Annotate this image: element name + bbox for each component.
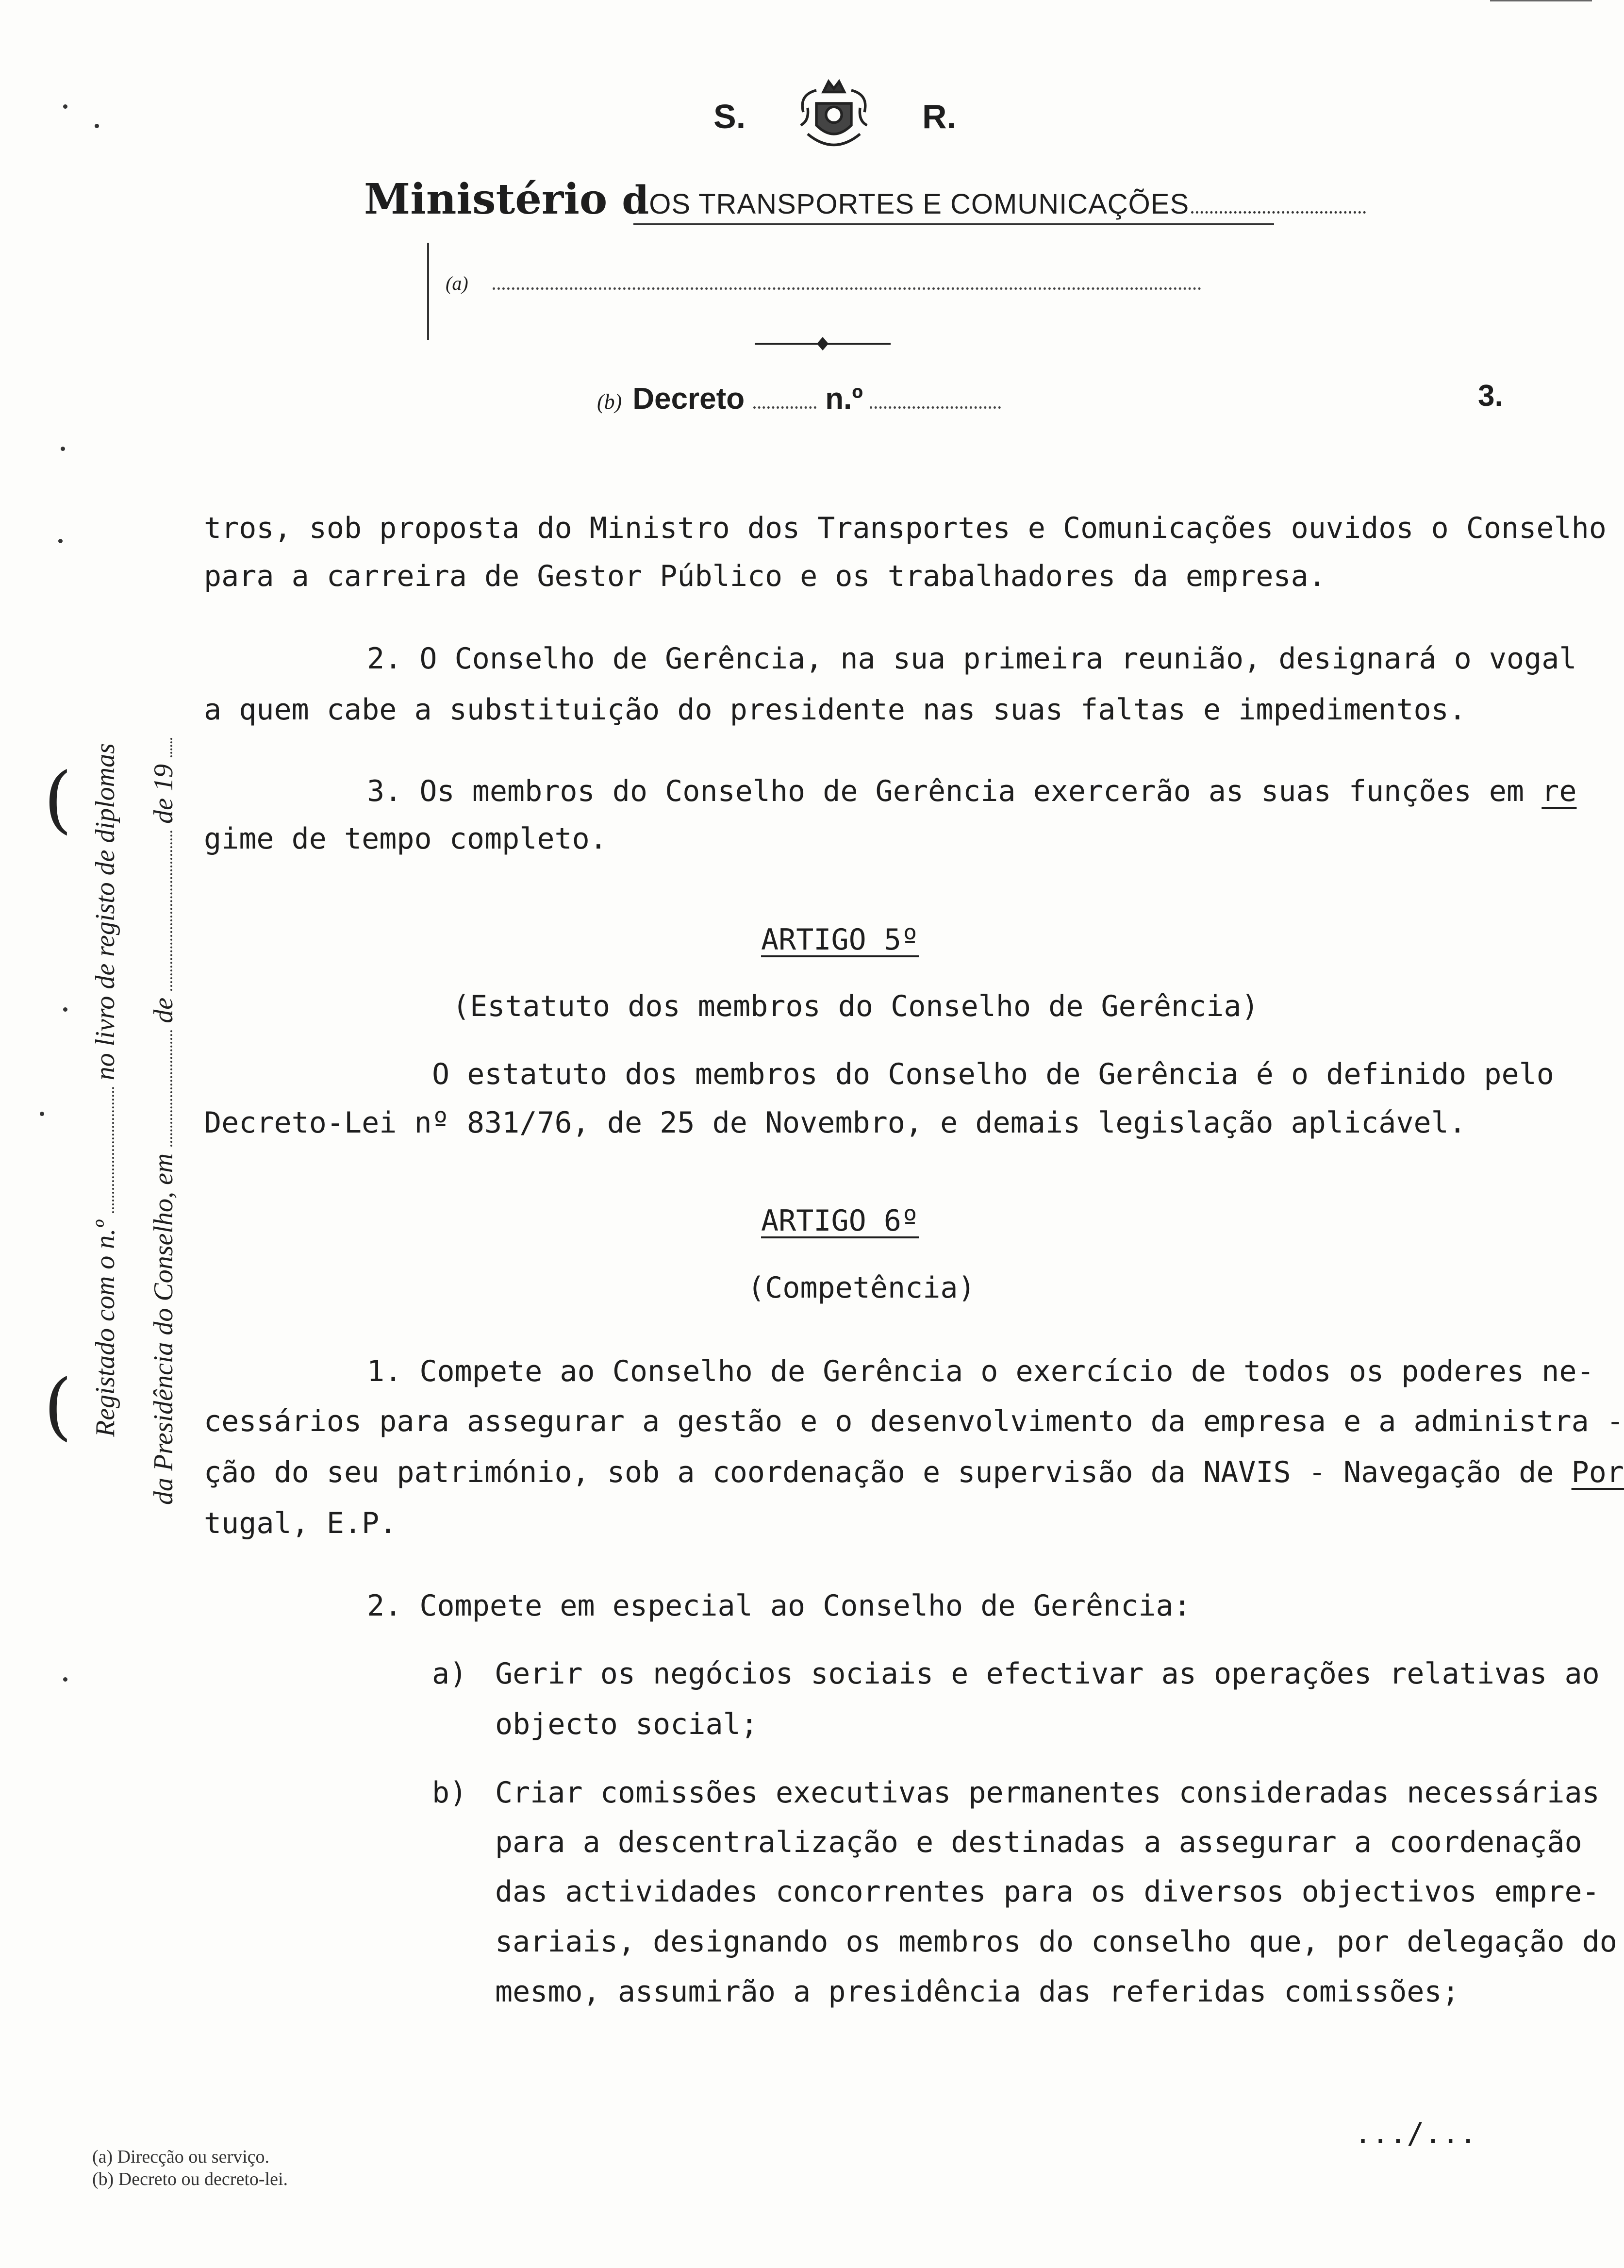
p3-line2: gime de tempo completo. xyxy=(204,822,607,856)
decree-field-label: (b) xyxy=(597,390,622,414)
item-b-line4: sariais, designando os membros do conselho que, por delegação do xyxy=(495,1925,1617,1959)
decree-label: Decreto xyxy=(632,382,745,416)
margin-line2-dots-1 xyxy=(167,1030,172,1147)
scan-speck xyxy=(63,104,67,109)
scan-speck xyxy=(63,1007,67,1012)
a6p1-line1: 1. Compete ao Conselho de Gerência o exercício de todos os poderes ne- xyxy=(367,1354,1594,1388)
a6p1-line3 xyxy=(204,1455,1624,1489)
ministry-dotted-line xyxy=(1191,206,1366,214)
a6p1-line3-text: ção do seu património, sob a coordenação e supervisão da NAVIS - Navegação de xyxy=(204,1455,1572,1489)
article-5-subtitle: (Estatuto dos membros do Conselho de Gerência) xyxy=(452,989,1259,1023)
item-b-line1: Criar comissões executivas permanentes consideradas necessárias xyxy=(495,1776,1600,1810)
service-field-label: (a) xyxy=(446,272,468,294)
p2-line2: a quem cabe a substituição do presidente nas suas faltas e impedimentos. xyxy=(204,693,1466,727)
p3-line1-text: 3. Os membros do Conselho de Gerência exercerão as suas funções em xyxy=(367,774,1542,808)
footnote-a: (a) Direcção ou serviço. xyxy=(92,2147,270,2167)
ministry-name: OS TRANSPORTES E COMUNICAÇÕES xyxy=(649,188,1190,220)
p1-line2: para a carreira de Gestor Público e os trabalhadores da empresa. xyxy=(204,559,1326,593)
item-b-line2: para a descentralização e destinadas a assegurar a coordenação xyxy=(495,1825,1582,1859)
item-a-line2: objecto social; xyxy=(495,1707,758,1741)
service-field xyxy=(446,272,1201,295)
a6p2-line1: 2. Compete em especial ao Conselho de Gerência: xyxy=(367,1589,1191,1623)
margin-registration-line xyxy=(90,743,121,1437)
margin-presidency-line xyxy=(148,738,179,1505)
header-left-letter: S. xyxy=(713,98,746,135)
a6p1-line3-hyphenated: Por xyxy=(1571,1455,1624,1489)
scan-speck xyxy=(61,447,65,451)
article-6-subtitle: (Competência) xyxy=(747,1271,976,1305)
p1-line1: tros, sob proposta do Ministro dos Transportes e Comunicações ouvidos o Conselho xyxy=(204,511,1607,545)
decree-number-dots xyxy=(870,406,1001,409)
bracket-line xyxy=(427,243,429,340)
divider-ornament-icon xyxy=(755,335,891,352)
letterhead xyxy=(713,73,956,160)
ministry-underline xyxy=(633,223,1274,225)
a6p1-line2: cessários para assegurar a gestão e o desenvolvimento da empresa e a administra - xyxy=(204,1404,1624,1438)
margin-line1-dots xyxy=(109,1087,114,1213)
item-a-line1: Gerir os negócios sociais e efectivar as operações relativas ao xyxy=(495,1657,1600,1691)
ministry-word: Ministério xyxy=(364,175,608,224)
service-field-dots xyxy=(493,287,1201,290)
ministry-heading xyxy=(364,175,1366,224)
scan-edge-line xyxy=(1490,0,1592,1)
article-5-line2: Decreto-Lei nº 831/76, de 25 de Novembro, e demais legislação aplicável. xyxy=(204,1106,1466,1140)
margin-line2-dots-2 xyxy=(167,831,172,991)
item-b-line5: mesmo, assumirão a presidência das referidas comissões; xyxy=(495,1975,1459,2009)
p3-line1-hyphenated: re xyxy=(1541,774,1577,808)
continuation-mark: .../... xyxy=(1354,2117,1477,2151)
footnote-b: (b) Decreto ou decreto-lei. xyxy=(92,2169,288,2189)
article-5-line1: O estatuto dos membros do Conselho de Gerência é o definido pelo xyxy=(432,1057,1554,1091)
page-number: 3. xyxy=(1478,379,1503,413)
article-6-title: ARTIGO 6º xyxy=(761,1204,919,1238)
item-b-marker: b) xyxy=(432,1776,467,1810)
scan-speck xyxy=(95,124,99,128)
margin-line2-dots-3 xyxy=(167,738,172,757)
a6p1-line4: tugal, E.P. xyxy=(204,1506,397,1540)
item-b-line3: das actividades concorrentes para os diversos objectivos empre- xyxy=(495,1875,1600,1909)
coat-of-arms-icon xyxy=(790,73,878,160)
margin-bracket-top: ( xyxy=(44,757,72,842)
decree-line xyxy=(597,382,1001,416)
article-5-title: ARTIGO 5º xyxy=(761,923,919,957)
footnotes xyxy=(92,2146,288,2190)
p3-line1 xyxy=(367,774,1577,808)
header-right-letter: R. xyxy=(922,98,956,135)
decree-number-label: n.º xyxy=(825,382,863,416)
margin-line2-b: de xyxy=(149,997,179,1023)
margin-line2-a: da Presidência do Conselho, em xyxy=(149,1153,179,1505)
p2-line1: 2. O Conselho de Gerência, na sua primeira reunião, designará o vogal xyxy=(367,642,1577,676)
margin-line2-c: de 19 xyxy=(149,764,179,824)
margin-bracket-bottom: ( xyxy=(44,1364,72,1449)
scan-speck xyxy=(58,539,63,543)
scan-speck xyxy=(63,1677,67,1682)
margin-line1-a: Registado com o n.º xyxy=(90,1220,120,1437)
ministry-prefix: d xyxy=(622,177,649,223)
margin-line1-b: no livro de registo de diplomas xyxy=(90,743,120,1081)
scan-speck xyxy=(40,1112,44,1116)
item-a-marker: a) xyxy=(432,1657,467,1691)
decree-dots xyxy=(753,406,816,409)
